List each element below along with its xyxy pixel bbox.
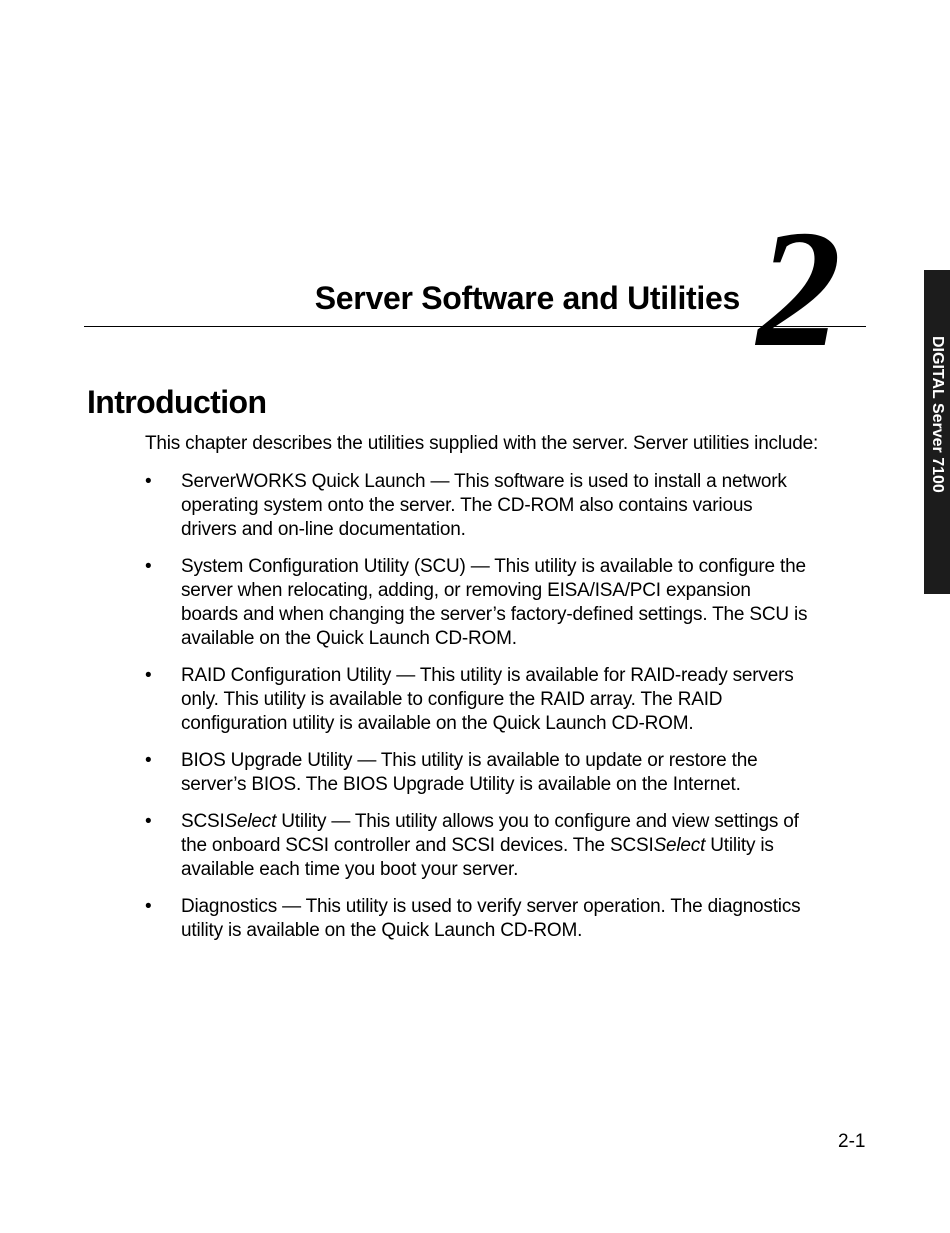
list-item-line: server’s BIOS. The BIOS Upgrade Utility is available on the Internet. (181, 774, 741, 795)
list-item-line: Diagnostics — This utility is used to verify server operation. The diagnostics (181, 896, 801, 917)
scsi-prefix: the onboard SCSI controller and SCSI devices. The SCSI (181, 835, 654, 856)
side-thumb-tab (924, 270, 950, 594)
chapter-title: Server Software and Utilities (314, 280, 740, 316)
list-item-scu (145, 555, 845, 651)
bullet-icon: • (145, 665, 152, 686)
list-item-line: System Configuration Utility (SCU) — This utility is available to configure the (181, 556, 806, 577)
select-italic: Select (653, 835, 706, 856)
bullet-icon: • (145, 471, 152, 492)
list-item-diagnostics (145, 895, 845, 943)
bullet-icon: • (145, 811, 152, 832)
list-item-line: boards and when changing the server’s factory-defined settings. The SCU is (181, 604, 808, 625)
bullet-icon: • (145, 750, 152, 771)
list-item-bios (145, 749, 845, 797)
list-item-raid (145, 664, 845, 736)
bullet-icon: • (145, 896, 152, 917)
select-italic: Select (224, 811, 277, 832)
list-item-line: drivers and on-line documentation. (181, 519, 466, 540)
list-item-line: BIOS Upgrade Utility — This utility is available to update or restore the (181, 750, 758, 771)
bullet-icon: • (145, 556, 152, 577)
list-item-line: configuration utility is available on the Quick Launch CD-ROM. (181, 713, 694, 734)
list-item-line: RAID Configuration Utility — This utility is available for RAID-ready servers (181, 665, 794, 686)
section-heading: Introduction (87, 384, 267, 420)
list-item-line: available each time you boot your server. (181, 859, 519, 880)
list-item-line: server when relocating, adding, or removing EISA/ISA/PCI expansion (181, 580, 751, 601)
list-item-serverworks (145, 470, 845, 542)
list-item-line: operating system onto the server. The CD-ROM also contains various (181, 495, 753, 516)
scsi-suffix: Utility — This utility allows you to configure and view settings of (276, 811, 799, 832)
scsi-prefix: SCSI (181, 811, 225, 832)
intro-paragraph: This chapter describes the utilities supplied with the server. Server utilities include: (145, 433, 819, 454)
list-item-line (181, 810, 845, 834)
scsi-suffix: Utility is (705, 835, 774, 856)
utilities-list (145, 470, 845, 956)
side-tab-label: DIGITAL Server 7100 (929, 336, 946, 493)
chapter-number: 2 (757, 196, 837, 382)
list-item-line: utility is available on the Quick Launch CD-ROM. (181, 920, 583, 941)
list-item-scsiselect (145, 810, 845, 882)
page-number: 2-1 (838, 1131, 866, 1152)
list-item-line (181, 834, 845, 858)
chapter-title-rule (84, 326, 866, 327)
list-item-line: only. This utility is available to configure the RAID array. The RAID (181, 689, 723, 710)
list-item-line: ServerWORKS Quick Launch — This software is used to install a network (181, 471, 787, 492)
list-item-line: available on the Quick Launch CD-ROM. (181, 628, 517, 649)
